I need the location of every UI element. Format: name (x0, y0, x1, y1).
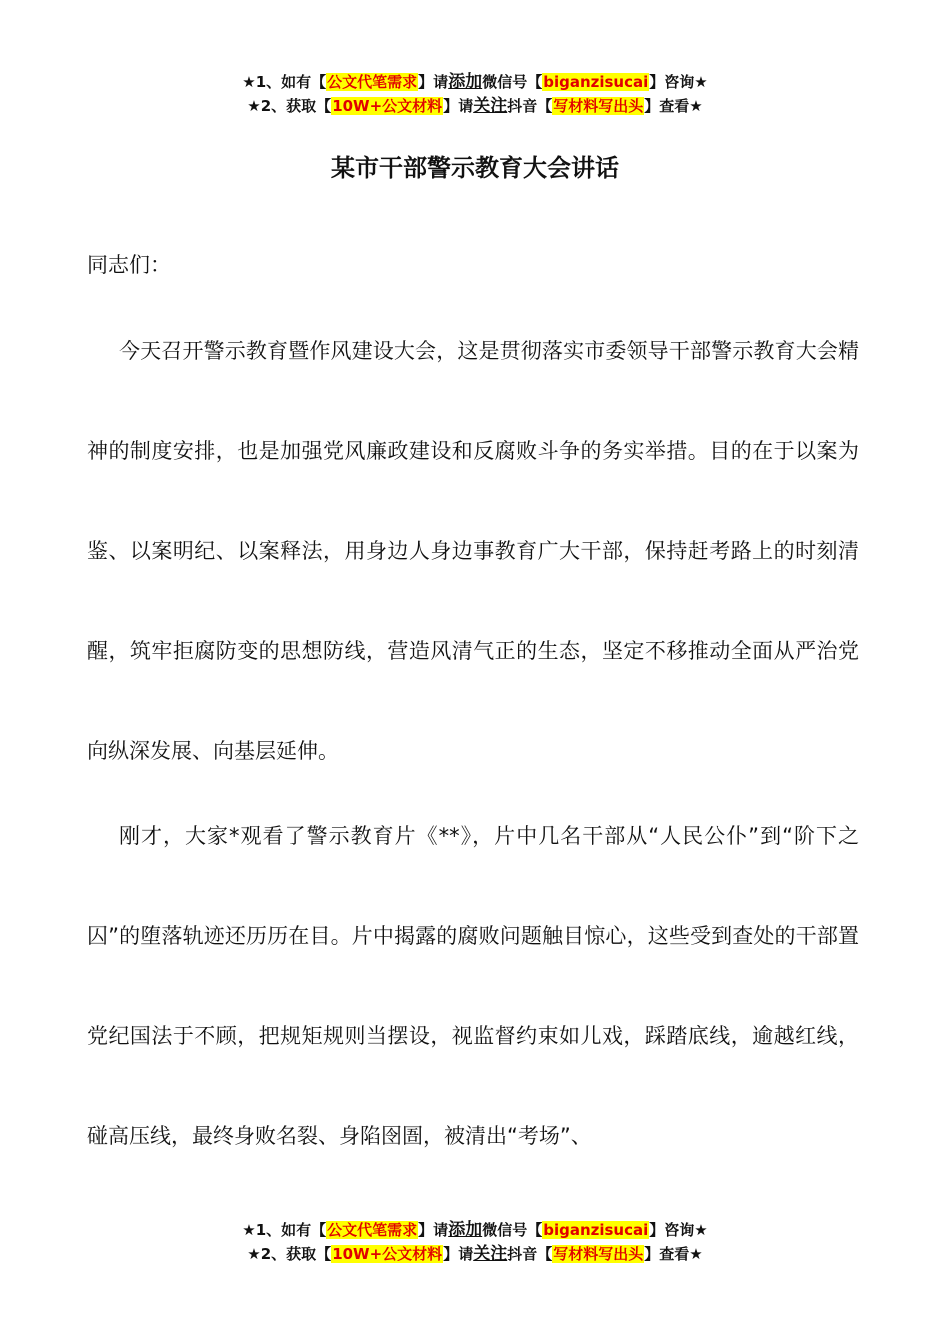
banner-text: 】请 (418, 1221, 449, 1239)
banner-emphasis: 关注 (473, 96, 508, 116)
salutation: 同志们： (87, 253, 171, 277)
banner-text: 微信号【 (482, 73, 543, 91)
banner-text: 】请 (443, 1245, 474, 1263)
banner-text: 】请 (443, 97, 474, 115)
footer-banner (0, 1218, 950, 1266)
paragraph-1: 今天召开警示教育暨作风建设大会，这是贯彻落实市委领导干部警示教育大会精神的制度安排，也是加强党风廉政建设和反腐败斗争的务实举措。目的在于以案为鉴、以案明纪、以案释法，用身边人身边事教育广大干部，保持赶考路上的时刻清醒，筑牢拒腐防变的思想防线，营造风清气正的生态，坚定不移推动全面从严治党向纵深发展、向基层延伸。 (87, 339, 859, 763)
banner-text: ★1、如有【 (242, 73, 327, 91)
highlight-wechat-id: biganzisucai (543, 1221, 649, 1239)
banner-text: 】查看★ (644, 97, 703, 115)
highlight-service: 公文代笔需求 (327, 1221, 418, 1239)
banner-line-2 (0, 94, 950, 118)
banner-text: ★2、获取【 (247, 97, 332, 115)
paragraph-2: 刚才，大家*观看了警示教育片《**》，片中几名干部从“人民公仆”到“阶下之囚”的堕落轨迹还历历在目。片中揭露的腐败问题触目惊心，这些受到查处的干部置党纪国法于不顾，把规矩规则当摆设，视监督约束如儿戏，踩踏底线，逾越红线，碰高压线，最终身败名裂、身陷囹圄，被清出“考场”、 (87, 824, 859, 1148)
highlight-materials: 10W+公文材料 (332, 97, 443, 115)
banner-text: ★1、如有【 (242, 1221, 327, 1239)
highlight-materials: 10W+公文材料 (332, 1245, 443, 1263)
document-title: 某市干部警示教育大会讲话 (331, 154, 619, 182)
footer-line-2 (0, 1242, 950, 1266)
banner-text: 微信号【 (482, 1221, 543, 1239)
highlight-douyin-account: 写材料写出头 (553, 1245, 644, 1263)
banner-emphasis: 添加 (448, 72, 483, 92)
highlight-service: 公文代笔需求 (327, 73, 418, 91)
highlight-wechat-id: biganzisucai (543, 73, 649, 91)
banner-emphasis: 添加 (448, 1220, 483, 1240)
banner-text: 】查看★ (644, 1245, 703, 1263)
footer-line-1 (0, 1218, 950, 1242)
banner-text: 抖音【 (507, 97, 553, 115)
banner-line-1 (0, 70, 950, 94)
highlight-douyin-account: 写材料写出头 (553, 97, 644, 115)
header-banner (0, 70, 950, 118)
banner-emphasis: 关注 (473, 1244, 508, 1264)
banner-text: 】咨询★ (649, 73, 708, 91)
banner-text: 】请 (418, 73, 449, 91)
banner-text: 】咨询★ (649, 1221, 708, 1239)
banner-text: 抖音【 (507, 1245, 553, 1263)
banner-text: ★2、获取【 (247, 1245, 332, 1263)
